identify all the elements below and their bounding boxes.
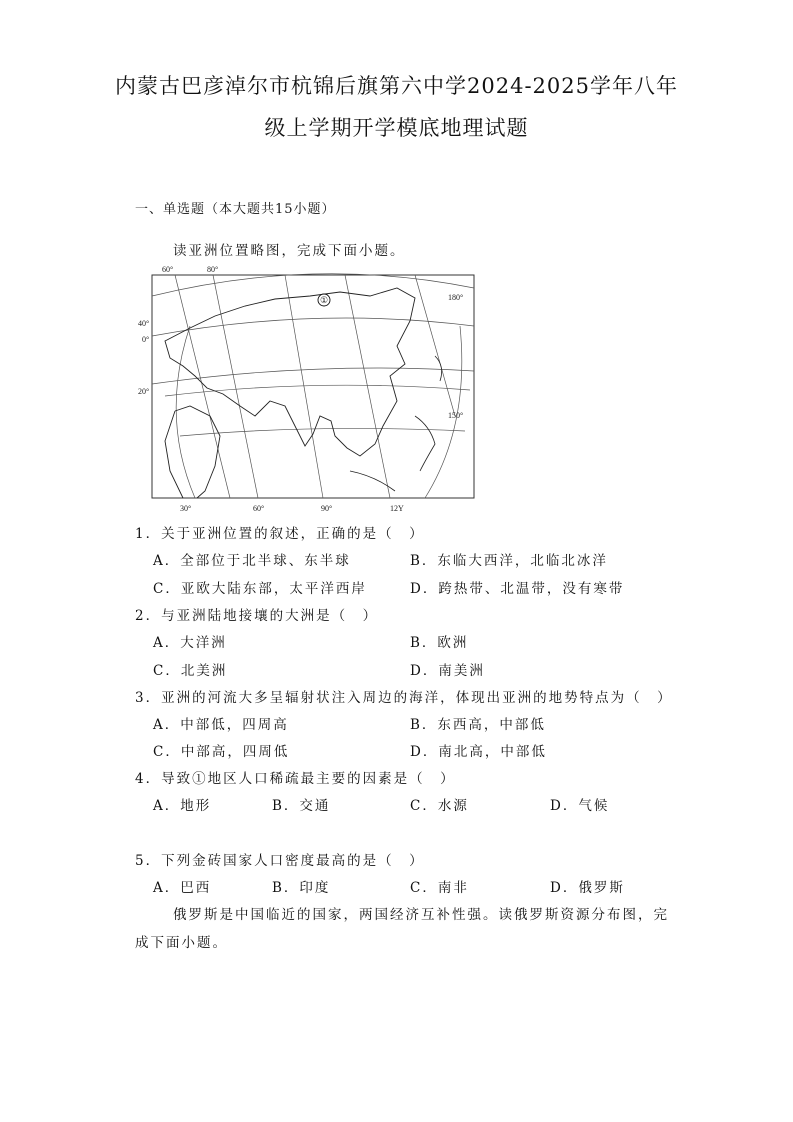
map-label-top-60: 60° xyxy=(162,266,174,274)
map-label-right-150: 150° xyxy=(448,411,464,420)
africa-coastline xyxy=(165,406,220,498)
question-1-option-b: B．东临大西洋，北临北冰洋 xyxy=(410,553,608,569)
question-5-stem: 5．下列金砖国家人口密度最高的是（ ） xyxy=(135,853,425,869)
asia-coastline xyxy=(165,288,415,456)
question-5-option-a: A．巴西 xyxy=(153,880,212,896)
map-label-bottom-90: 90° xyxy=(321,504,333,513)
question-3-option-a: A．中部低，四周高 xyxy=(153,717,289,733)
question-5-option-c: C．南非 xyxy=(410,880,469,896)
question-3-stem: 3．亚洲的河流大多呈辐射状注入周边的海洋，体现出亚洲的地势特点为（ ） xyxy=(135,690,673,706)
question-4-stem: 4．导致①地区人口稀疏最主要的因素是（ ） xyxy=(135,771,456,787)
meridian-line xyxy=(213,275,258,498)
question-2-option-a: A．大洋洲 xyxy=(153,635,227,651)
question-2-option-b: B．欧洲 xyxy=(410,635,469,651)
latitude-line xyxy=(180,428,465,436)
map-label-bottom-60: 60° xyxy=(253,504,265,513)
meridian-line xyxy=(345,275,390,498)
globe-edge xyxy=(176,326,195,498)
map-label-top-80: 80° xyxy=(207,266,219,274)
map-label-left-20: 20° xyxy=(138,387,150,396)
question-2-option-c: C．北美洲 xyxy=(153,663,228,679)
question-2-option-d: D．南美洲 xyxy=(410,663,485,679)
marker-label: ① xyxy=(319,295,329,305)
latitude-line xyxy=(152,274,474,296)
question-3-option-b: B．东西高，中部低 xyxy=(410,717,546,733)
question-2-stem: 2．与亚洲陆地接壤的大洲是（ ） xyxy=(135,608,379,624)
island-outline xyxy=(415,416,435,471)
map-label-left-40: 40° xyxy=(138,319,150,328)
question-1-option-a: A．全部位于北半球、东半球 xyxy=(153,553,351,569)
question-4-option-d: D．气候 xyxy=(550,798,610,814)
question-1-stem: 1．关于亚洲位置的叙述，正确的是（ ） xyxy=(135,526,425,542)
question-1-option-d: D．跨热带、北温带，没有寒带 xyxy=(410,581,625,597)
latitude-line xyxy=(152,318,474,336)
question-3-option-c: C．中部高，四周低 xyxy=(153,744,290,760)
intro-text-russia-cont: 成下面小题。 xyxy=(135,935,228,951)
map-frame xyxy=(152,275,474,498)
doc-title-line1: 内蒙古巴彦淖尔市杭锦后旗第六中学2024-2025学年八年 xyxy=(115,74,678,98)
section-heading: 一、单选题（本大题共15小题） xyxy=(135,202,336,217)
question-5-option-d: D．俄罗斯 xyxy=(550,880,625,896)
map-label-bottom-120: 12Y xyxy=(390,504,404,513)
question-4-option-b: B．交通 xyxy=(272,798,331,814)
question-4-option-a: A．地形 xyxy=(153,798,212,814)
question-3-option-d: D．南北高，中部低 xyxy=(410,744,547,760)
question-4-option-c: C．水源 xyxy=(410,798,469,814)
asia-location-map xyxy=(135,266,480,514)
latitude-line xyxy=(165,385,470,396)
question-1-option-c: C．亚欧大陆东部，太平洋西岸 xyxy=(153,581,367,597)
question-5-option-b: B．印度 xyxy=(272,880,331,896)
map-label-left-0: 0° xyxy=(142,335,150,344)
intro-text-russia: 俄罗斯是中国临近的国家，两国经济互补性强。读俄罗斯资源分布图，完 xyxy=(173,907,669,923)
map-label-right-180: 180° xyxy=(448,293,464,302)
doc-title-line2: 级上学期开学模底地理试题 xyxy=(264,116,529,140)
map-label-bottom-30: 30° xyxy=(180,504,192,513)
intro-text: 读亚洲位置略图，完成下面小题。 xyxy=(173,243,406,259)
island-outline xyxy=(435,356,442,381)
